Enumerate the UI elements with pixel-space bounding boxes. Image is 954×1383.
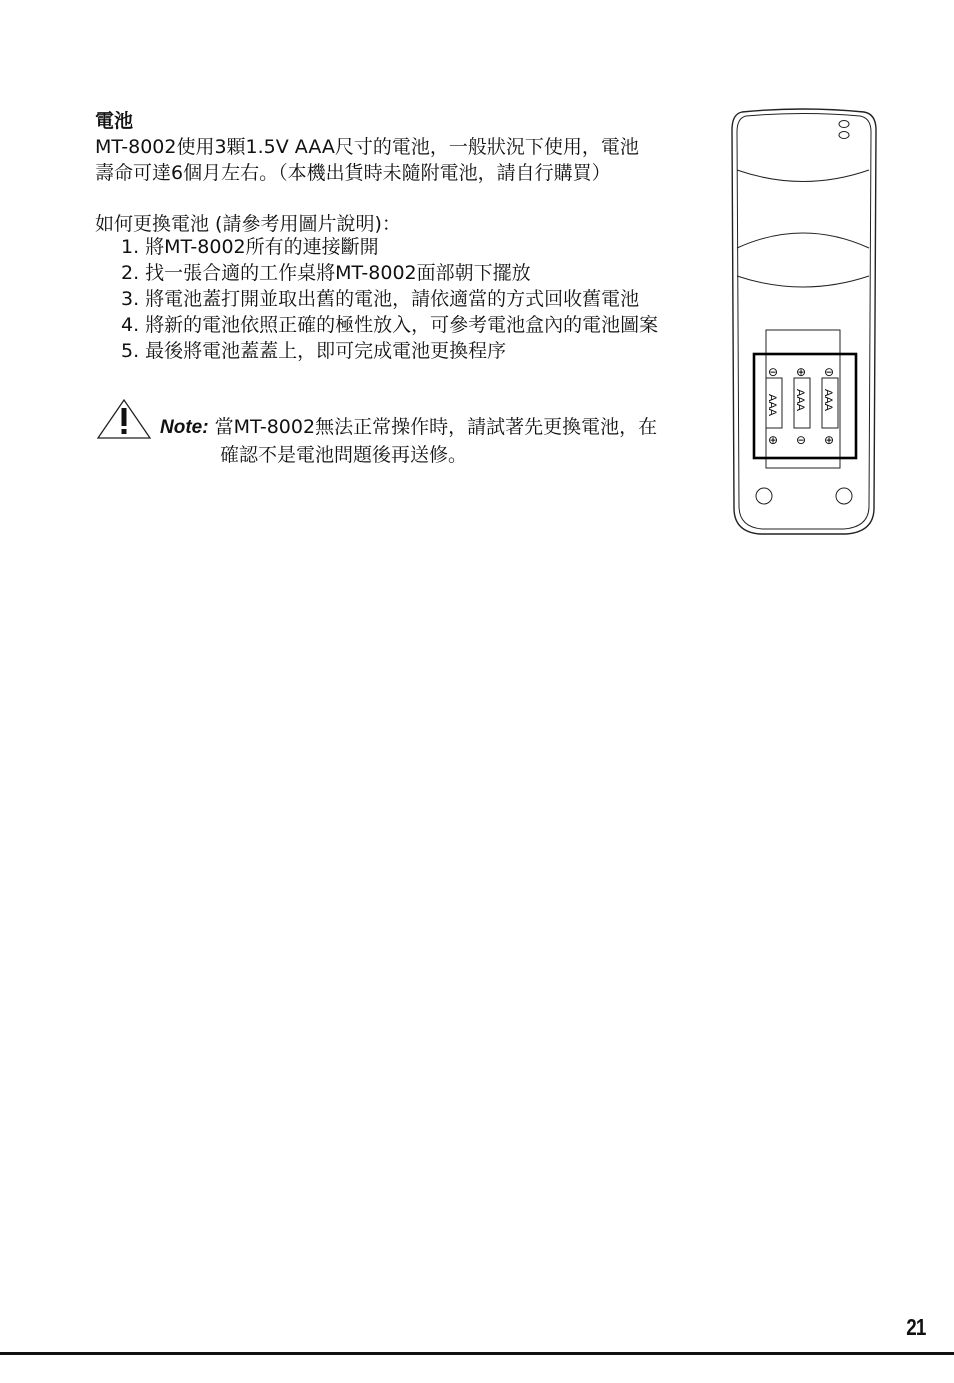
section-title: 電池 xyxy=(95,110,134,132)
step-item: 2. 找一張合適的工作桌將MT-8002面部朝下擺放 xyxy=(121,262,531,284)
step-item: 5. 最後將電池蓋蓋上，即可完成電池更換程序 xyxy=(121,340,507,362)
step-item: 1. 將MT-8002所有的連接斷開 xyxy=(121,236,379,258)
remote-back-illustration xyxy=(728,108,878,538)
intro-paragraph xyxy=(95,134,715,186)
note-text: 當MT-8002無法正常操作時，請試著先更換電池，在 xyxy=(208,416,658,438)
note-line-2: 確認不是電池問題後再送修。 xyxy=(220,444,468,466)
battery-label: AAA xyxy=(766,394,778,417)
page-number: 21 xyxy=(906,1314,926,1340)
warning-triangle-icon xyxy=(96,398,152,440)
polarity-minus: ⊖ xyxy=(796,433,807,447)
howto-heading: 如何更換電池 (請參考用圖片說明)： xyxy=(95,213,401,235)
intro-line: MT-8002使用3顆1.5V AAA尺寸的電池，一般狀況下使用，電池 xyxy=(95,136,639,158)
polarity-minus: ⊖ xyxy=(824,365,835,379)
battery-label: AAA xyxy=(794,389,806,412)
note-line-1 xyxy=(160,413,657,442)
polarity-plus: ⊕ xyxy=(796,365,807,379)
polarity-plus: ⊕ xyxy=(768,433,779,447)
battery-label: AAA xyxy=(822,389,834,412)
intro-line: 壽命可達6個月左右。（本機出貨時未隨附電池，請自行購買） xyxy=(95,162,611,184)
note-label: Note: xyxy=(160,417,209,438)
steps-list xyxy=(121,234,658,364)
bottom-rule xyxy=(0,1352,954,1355)
step-item: 3. 將電池蓋打開並取出舊的電池，請依適當的方式回收舊電池 xyxy=(121,288,640,310)
step-item: 4. 將新的電池依照正確的極性放入，可參考電池盒內的電池圖案 xyxy=(121,314,659,336)
polarity-plus: ⊕ xyxy=(824,433,835,447)
polarity-minus: ⊖ xyxy=(768,365,779,379)
